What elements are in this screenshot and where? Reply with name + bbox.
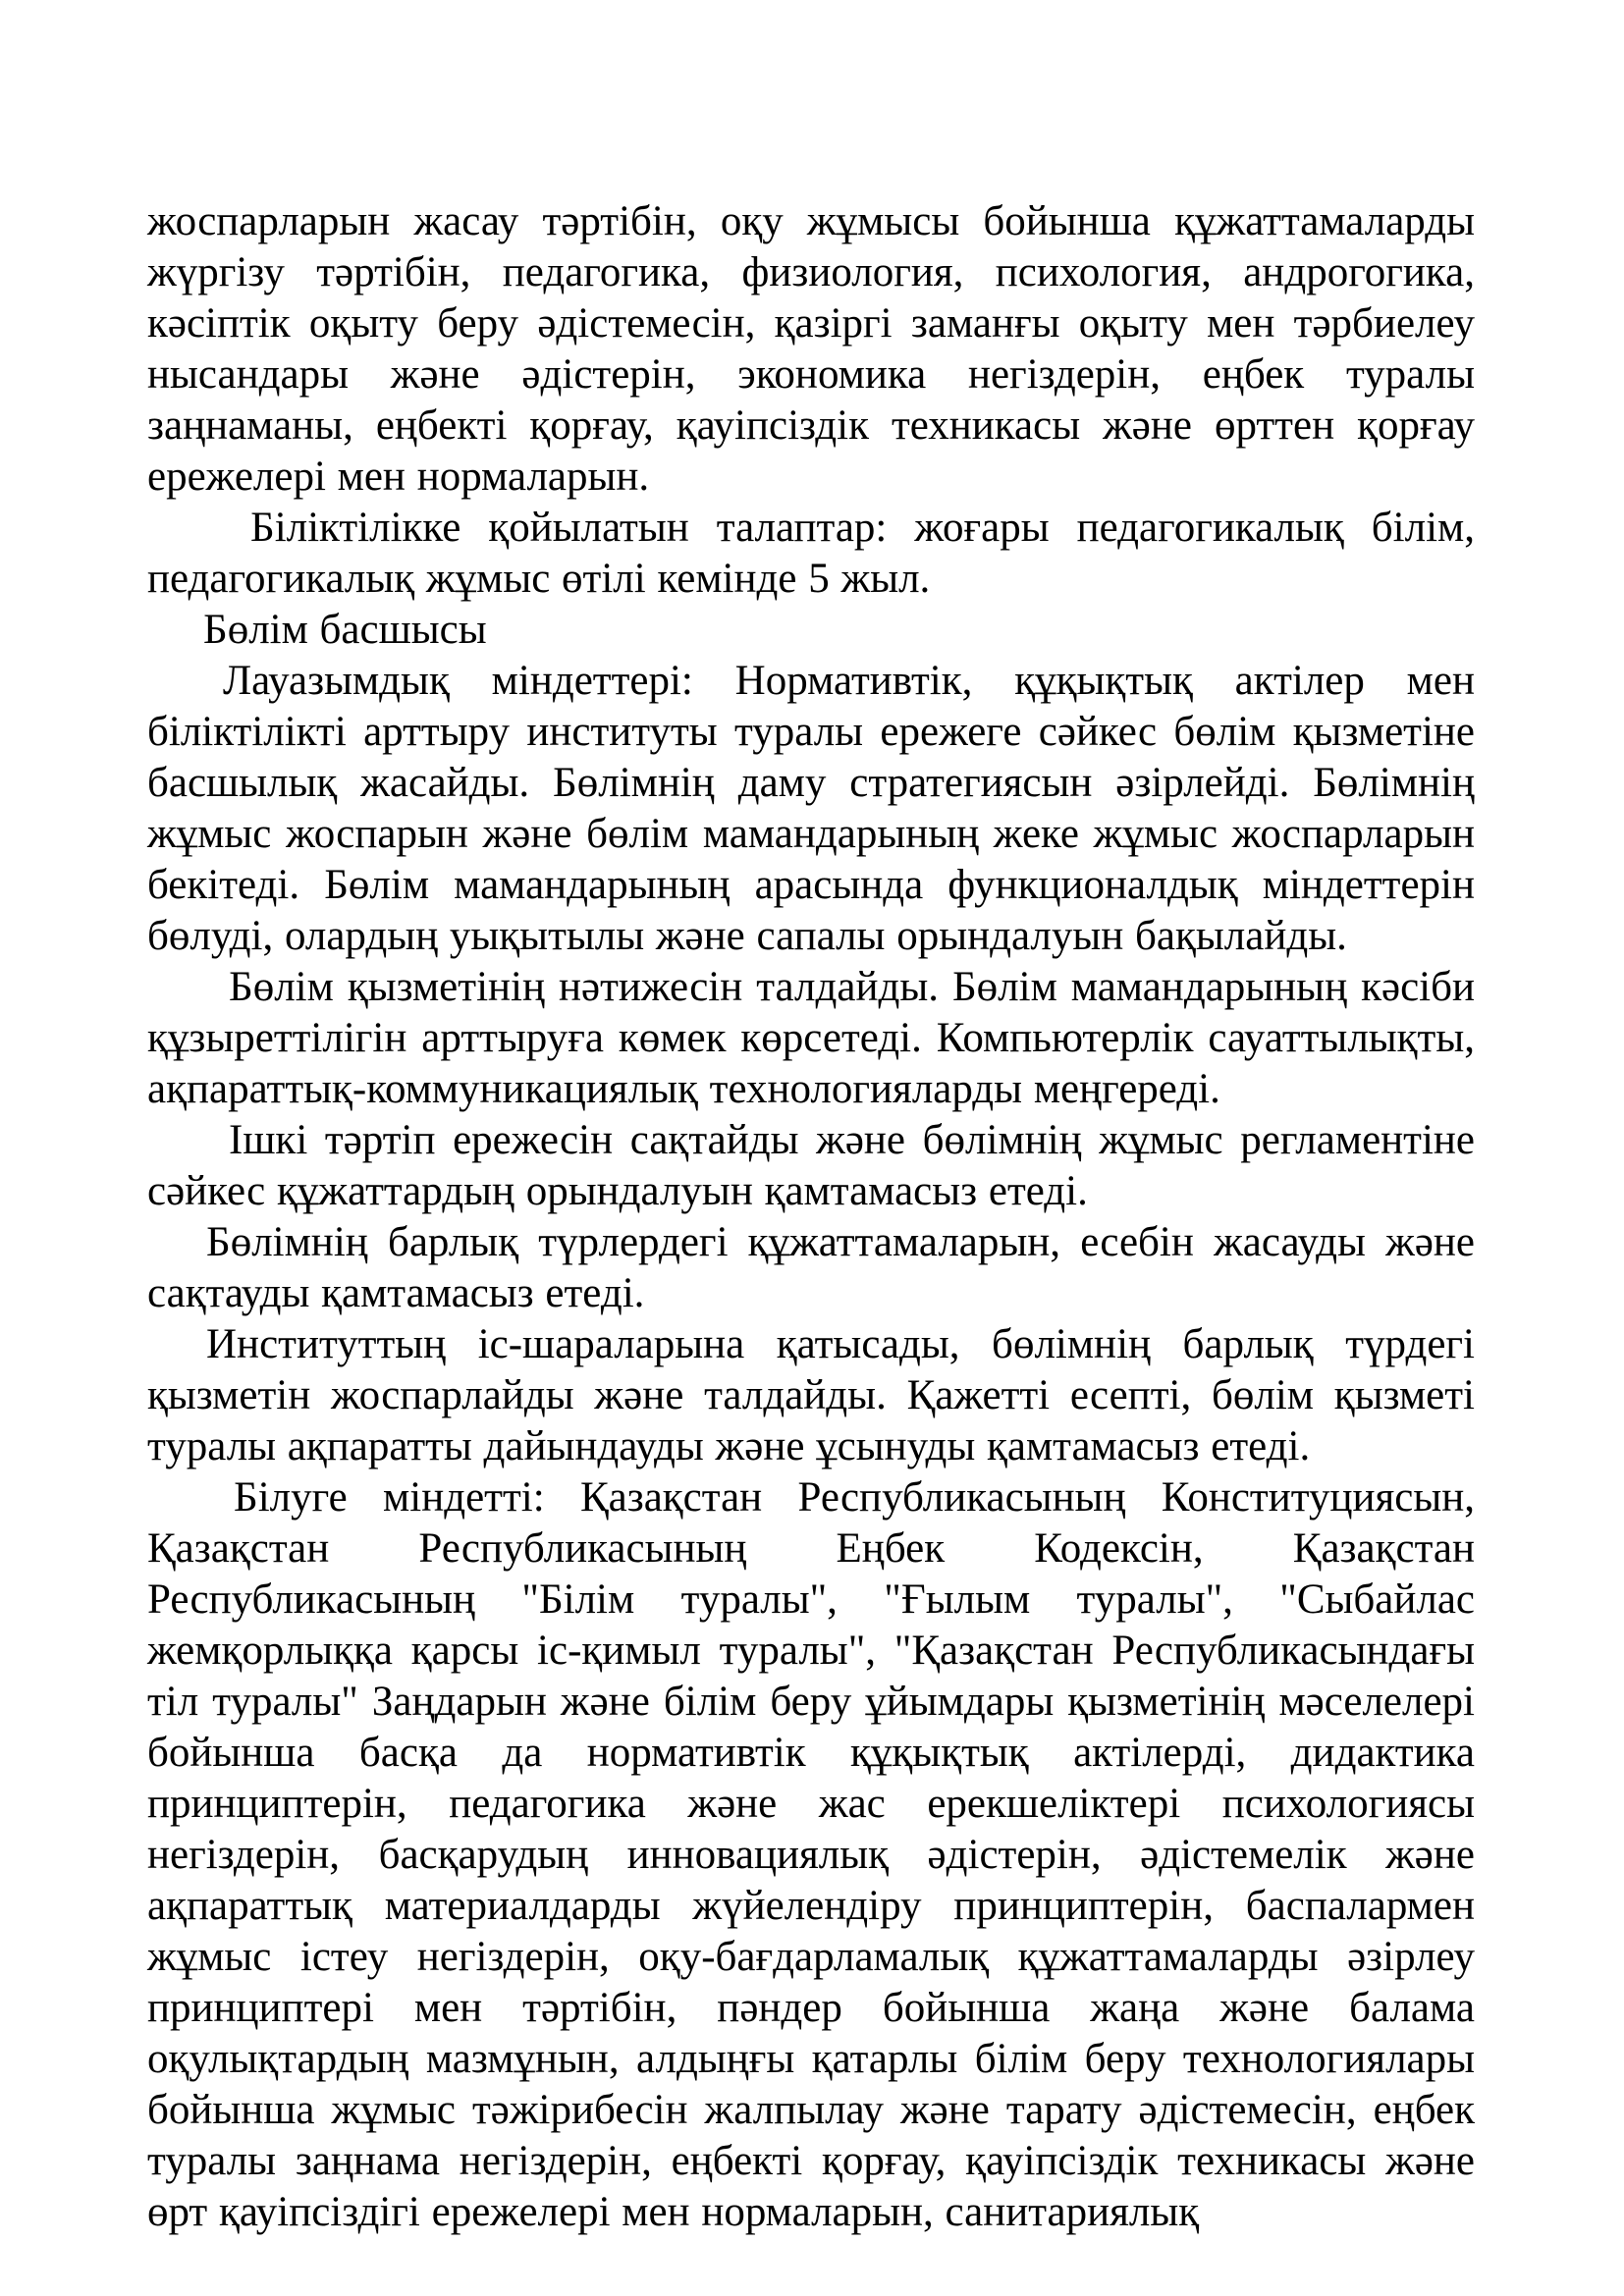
paragraph-section-title: Бөлім басшысы <box>203 607 487 653</box>
paragraph-must-know: Білуге міндетті: Қазақстан Республикасының Конституциясын, Қазақстан Республикасының Еңбек Кодексін, Қазақстан Республикасының "Білім туралы", "Ғылым туралы", "Сыбайлас жемқорлыққа қарсы іс-қимыл туралы", "Қазақстан Республикасындағы тіл туралы" Заңдарын және білім беру ұйымдары қызметінің мәселелері бойынша басқа да нормативтік құқықтық актілерді, дидактика принциптерін, педагогика және жас ерекшеліктері психологиясы негіздерін, басқарудың инновациялық әдістерін, әдістемелік және ақпараттық материалдарды жүйелендіру принциптерін, баспалармен жұмыс істеу негіздерін, оқу-бағдарламалық құжаттамаларды әзірлеу принциптері мен тәртібін, пәндер бойынша жаңа және балама оқулықтардың мазмұнын, алдыңғы қатарлы білім беру технологиялары бойынша жұмыс тәжірибесін жалпылау және тарату әдістемесін, еңбек туралы заңнама негіздерін, еңбекті қорғау, қауіпсіздік техникасы және өрт қауіпсіздігі ережелері мен нормаларын, санитариялық <box>147 1474 1475 2235</box>
paragraph-documentation: Бөлімнің барлық түрлердегі құжаттамаларын, есебін жасауды және сақтауды қамтамасыз етеді. <box>147 1219 1475 1316</box>
paragraph-institute-events: Институттың іс-шараларына қатысады, бөлімнің барлық түрдегі қызметін жоспарлайды және талдайды. Қажетті есепті, бөлім қызметі туралы ақпаратты дайындауды және ұсынуды қамтамасыз етеді. <box>147 1321 1475 1469</box>
paragraph-continuation: жоспарларын жасау тәртібін, оқу жұмысы бойынша құжаттамаларды жүргізу тәртібін, педагогика, физиология, психология, андрогогика, кәсіптік оқыту беру әдістемесін, қазіргі заманғы оқыту мен тәрбиелеу нысандары және әдістерін, экономика негіздерін, еңбек туралы заңнаманы, еңбекті қорғау, қауіпсіздік техникасы және өрттен қорғау ережелері мен нормаларын. <box>147 198 1475 500</box>
paragraph-department-analysis: Бөлім қызметінің нәтижесін талдайды. Бөлім мамандарының кәсіби құзыреттілігін арттыруға көмек көрсетеді. Компьютерлік сауаттылықты, ақпараттық-коммуникациялық технологияларды меңгереді. <box>147 964 1475 1112</box>
paragraph-internal-rules: Ішкі тәртіп ережесін сақтайды және бөлімнің жұмыс регламентіне сәйкес құжаттардың орындалуын қамтамасыз етеді. <box>147 1117 1475 1214</box>
paragraph-qualification-requirements: Біліктілікке қойылатын талаптар: жоғары педагогикалық білім, педагогикалық жұмыс өтілі кемінде 5 жыл. <box>147 505 1475 602</box>
paragraph-job-duties: Лауазымдық міндеттері: Нормативтік, құқықтық актілер мен біліктілікті арттыру институты туралы ережеге сәйкес бөлім қызметіне басшылық жасайды. Бөлімнің даму стратегиясын әзірлейді. Бөлімнің жұмыс жоспарын және бөлім мамандарының жеке жұмыс жоспарларын бекітеді. Бөлім мамандарының арасында функционалдық міндеттерін бөлуді, олардың уықытылы және сапалы орындалуын бақылайды. <box>147 658 1475 959</box>
